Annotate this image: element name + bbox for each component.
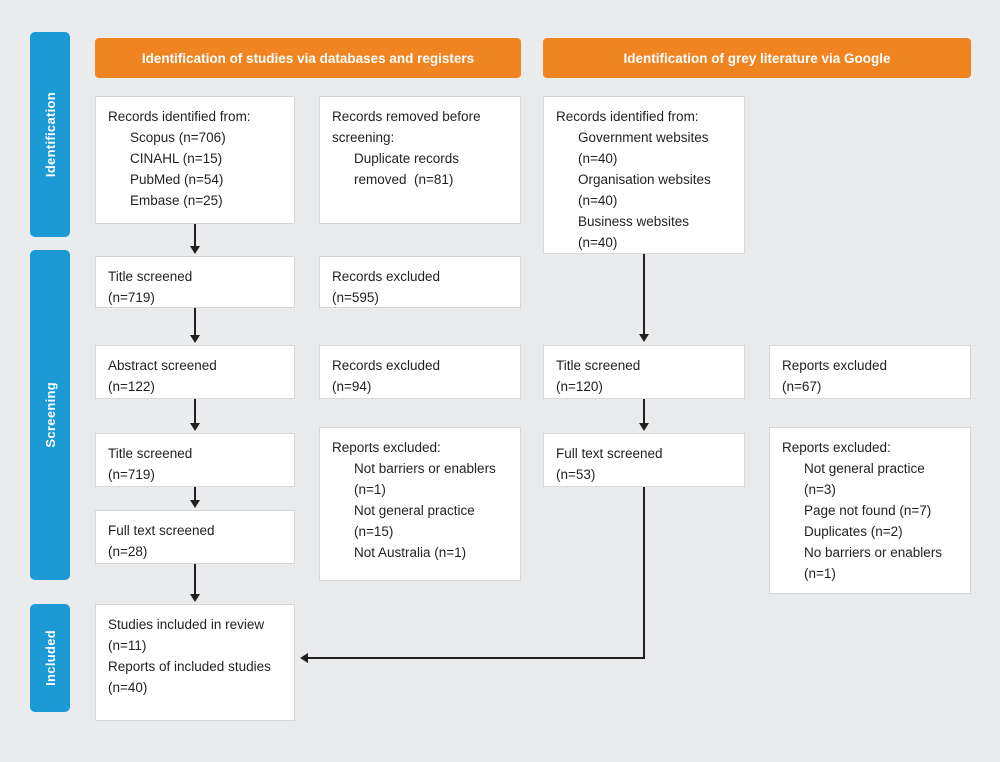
box-records-removed-before-screening <box>319 96 521 224</box>
box-title: Records removed before screening: <box>332 109 485 145</box>
box-item: (n=719) <box>108 289 155 305</box>
box-title: Reports excluded: <box>782 440 891 455</box>
header-grey-label: Identification of grey literature via Google <box>623 50 891 66</box>
box-title: Full text screened <box>108 523 215 538</box>
arrowhead-icon <box>190 423 200 431</box>
phase-bar-included <box>30 604 70 712</box>
box-reports-excluded-grey-2 <box>769 427 971 594</box>
arrowhead-icon <box>190 246 200 254</box>
box-title: Abstract screened <box>108 358 217 373</box>
box-item: Business websites (n=40) <box>578 213 693 250</box>
box-item: PubMed (n=54) <box>130 171 224 187</box>
box-item: (n=120) <box>556 378 603 394</box>
box-item: CINAHL (n=15) <box>130 150 223 166</box>
box-item: Duplicate records removed (n=81) <box>354 150 463 187</box>
box-item: Reports of included studies <box>108 658 271 674</box>
arrowhead-icon <box>639 334 649 342</box>
box-item: Organisation websites (n=40) <box>578 171 715 208</box>
box-records-identified-grey <box>543 96 745 254</box>
box-item: Duplicates (n=2) <box>804 523 903 539</box>
arrow-grey-identified-to-title <box>643 254 645 334</box>
box-item: (n=11) <box>108 637 147 653</box>
arrow-identified-to-title1 <box>194 224 196 248</box>
box-full-text-screened-grey <box>543 433 745 487</box>
box-item: (n=595) <box>332 289 379 305</box>
header-grey-literature <box>543 38 971 78</box>
header-databases-registers <box>95 38 521 78</box>
box-title: Reports excluded <box>782 358 888 373</box>
box-title: Title screened <box>108 446 193 461</box>
box-item: Embase (n=25) <box>130 192 223 208</box>
box-title-screened-2 <box>95 433 295 487</box>
box-title: Title screened <box>556 358 641 373</box>
box-item: (n=122) <box>108 378 155 394</box>
arrow-grey-to-included-horizontal <box>308 657 644 659</box>
arrowhead-icon <box>190 500 200 508</box>
phase-bar-identification <box>30 32 70 237</box>
box-title: Full text screened <box>556 446 663 461</box>
box-item: Not barriers or enablers (n=1) <box>354 460 500 497</box>
box-item: Government websites (n=40) <box>578 129 713 166</box>
box-item: (n=67) <box>782 378 822 394</box>
header-databases-label: Identification of studies via databases and registers <box>141 50 475 66</box>
box-title: Records identified from: <box>108 109 251 124</box>
box-abstract-screened <box>95 345 295 399</box>
box-title-screened-grey <box>543 345 745 399</box>
arrowhead-icon <box>190 335 200 343</box>
arrowhead-icon <box>190 594 200 602</box>
box-records-excluded-1 <box>319 256 521 308</box>
box-title: Records excluded <box>332 269 441 284</box>
box-item: (n=53) <box>556 466 596 482</box>
arrow-title1-to-abstract <box>194 308 196 335</box>
arrowhead-icon <box>300 653 308 663</box>
arrowhead-icon <box>639 423 649 431</box>
box-records-identified-databases <box>95 96 295 224</box>
box-item: (n=719) <box>108 466 155 482</box>
box-title: Studies included in review <box>108 617 265 632</box>
box-item: (n=40) <box>108 679 148 695</box>
box-item: Not Australia (n=1) <box>354 544 467 560</box>
box-reports-excluded-grey-1 <box>769 345 971 399</box>
box-records-excluded-2 <box>319 345 521 399</box>
box-title: Records excluded <box>332 358 441 373</box>
box-studies-included <box>95 604 295 721</box>
arrow-grey-fulltext-down <box>643 487 645 659</box>
arrow-abstract-to-title2 <box>194 399 196 423</box>
box-title: Reports excluded: <box>332 440 441 455</box>
box-item: (n=94) <box>332 378 372 394</box>
phase-label-identification: Identification <box>42 91 58 178</box>
box-reports-excluded-databases <box>319 427 521 581</box>
box-item: Page not found (n=7) <box>804 502 932 518</box>
phase-label-screening: Screening <box>42 382 58 448</box>
box-item: Not general practice (n=3) <box>804 460 929 497</box>
box-item: No barriers or enablers (n=1) <box>804 544 946 581</box>
box-title: Title screened <box>108 269 193 284</box>
box-item: Not general practice (n=15) <box>354 502 479 539</box>
box-item: (n=28) <box>108 543 148 559</box>
arrow-grey-title-to-fulltext <box>643 399 645 423</box>
box-title-screened-1 <box>95 256 295 308</box>
phase-label-included: Included <box>42 630 58 686</box>
phase-bar-screening <box>30 250 70 580</box>
arrow-fulltext-to-included <box>194 564 196 595</box>
box-full-text-screened-databases <box>95 510 295 564</box>
box-title: Records identified from: <box>556 109 699 124</box>
box-item: Scopus (n=706) <box>130 129 226 145</box>
